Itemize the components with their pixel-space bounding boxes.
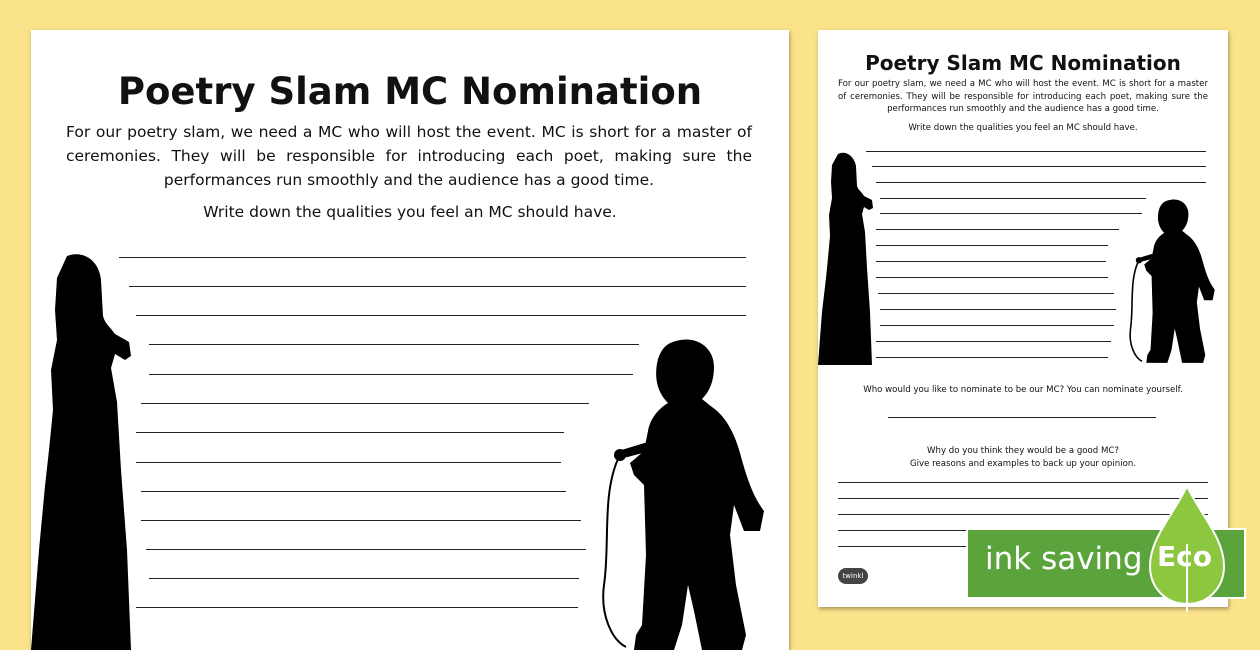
worksheet-title-small: Poetry Slam MC Nomination bbox=[865, 51, 1181, 75]
writing-line[interactable] bbox=[149, 374, 633, 375]
writing-line[interactable] bbox=[149, 578, 579, 579]
girl-singer-silhouette-small bbox=[818, 150, 878, 365]
writing-line[interactable] bbox=[880, 325, 1114, 326]
writing-line[interactable] bbox=[136, 607, 578, 608]
writing-line[interactable] bbox=[119, 257, 746, 258]
writing-line[interactable] bbox=[878, 293, 1114, 294]
worksheet-intro: For our poetry slam, we need a MC who will host the event. MC is short for a master of ceremonies. They will be responsible for introducing each poet, making sure the performances run smoothly and the audience has a good time. bbox=[66, 123, 752, 189]
writing-line[interactable] bbox=[141, 491, 566, 492]
writing-line[interactable] bbox=[880, 213, 1142, 214]
writing-line[interactable] bbox=[136, 432, 564, 433]
writing-line[interactable] bbox=[876, 245, 1108, 246]
qualities-prompt-small: Write down the qualities you feel an MC should have. bbox=[908, 123, 1138, 133]
writing-line[interactable] bbox=[141, 403, 589, 404]
writing-line[interactable] bbox=[866, 151, 1206, 152]
writing-line[interactable] bbox=[141, 520, 581, 521]
reasons-prompt-2: Give reasons and examples to back up your opinion. bbox=[909, 459, 1137, 469]
worksheet-title: Poetry Slam MC Nomination bbox=[117, 70, 703, 113]
writing-line[interactable] bbox=[880, 309, 1116, 310]
writing-line[interactable] bbox=[146, 549, 586, 550]
writing-line[interactable] bbox=[876, 357, 1108, 358]
qualities-prompt: Write down the qualities you feel an MC should have. bbox=[203, 203, 617, 221]
worksheet-intro-small: For our poetry slam, we need a MC who will host the event. MC is short for a master of ceremonies. They will be responsible for introducing each poet, making sure the performances run smoothly and the audience has a good time. bbox=[838, 79, 1208, 114]
twinkl-logo: twinkl bbox=[838, 568, 868, 584]
writing-line[interactable] bbox=[129, 286, 746, 287]
reasons-prompt: Why do you think they would be a good MC? bbox=[927, 446, 1119, 456]
boy-singer-silhouette bbox=[584, 335, 774, 650]
writing-line[interactable] bbox=[876, 261, 1106, 262]
writing-line[interactable] bbox=[876, 182, 1206, 183]
writing-line[interactable] bbox=[838, 482, 1208, 483]
nominee-line[interactable] bbox=[888, 417, 1156, 418]
eco-label: Eco bbox=[1157, 540, 1212, 573]
girl-singer-silhouette bbox=[31, 250, 141, 650]
writing-line[interactable] bbox=[872, 166, 1206, 167]
nominate-prompt: Who would you like to nominate to be our MC? You can nominate yourself. bbox=[863, 385, 1183, 395]
writing-line[interactable] bbox=[149, 344, 639, 345]
writing-line[interactable] bbox=[880, 198, 1146, 199]
writing-line[interactable] bbox=[136, 315, 746, 316]
worksheet-preview-large bbox=[31, 30, 789, 650]
writing-line[interactable] bbox=[136, 462, 561, 463]
boy-singer-silhouette-small bbox=[1120, 195, 1220, 365]
ink-saving-text: ink saving bbox=[985, 541, 1143, 577]
writing-line[interactable] bbox=[876, 277, 1108, 278]
writing-line[interactable] bbox=[876, 341, 1111, 342]
writing-line[interactable] bbox=[876, 229, 1119, 230]
